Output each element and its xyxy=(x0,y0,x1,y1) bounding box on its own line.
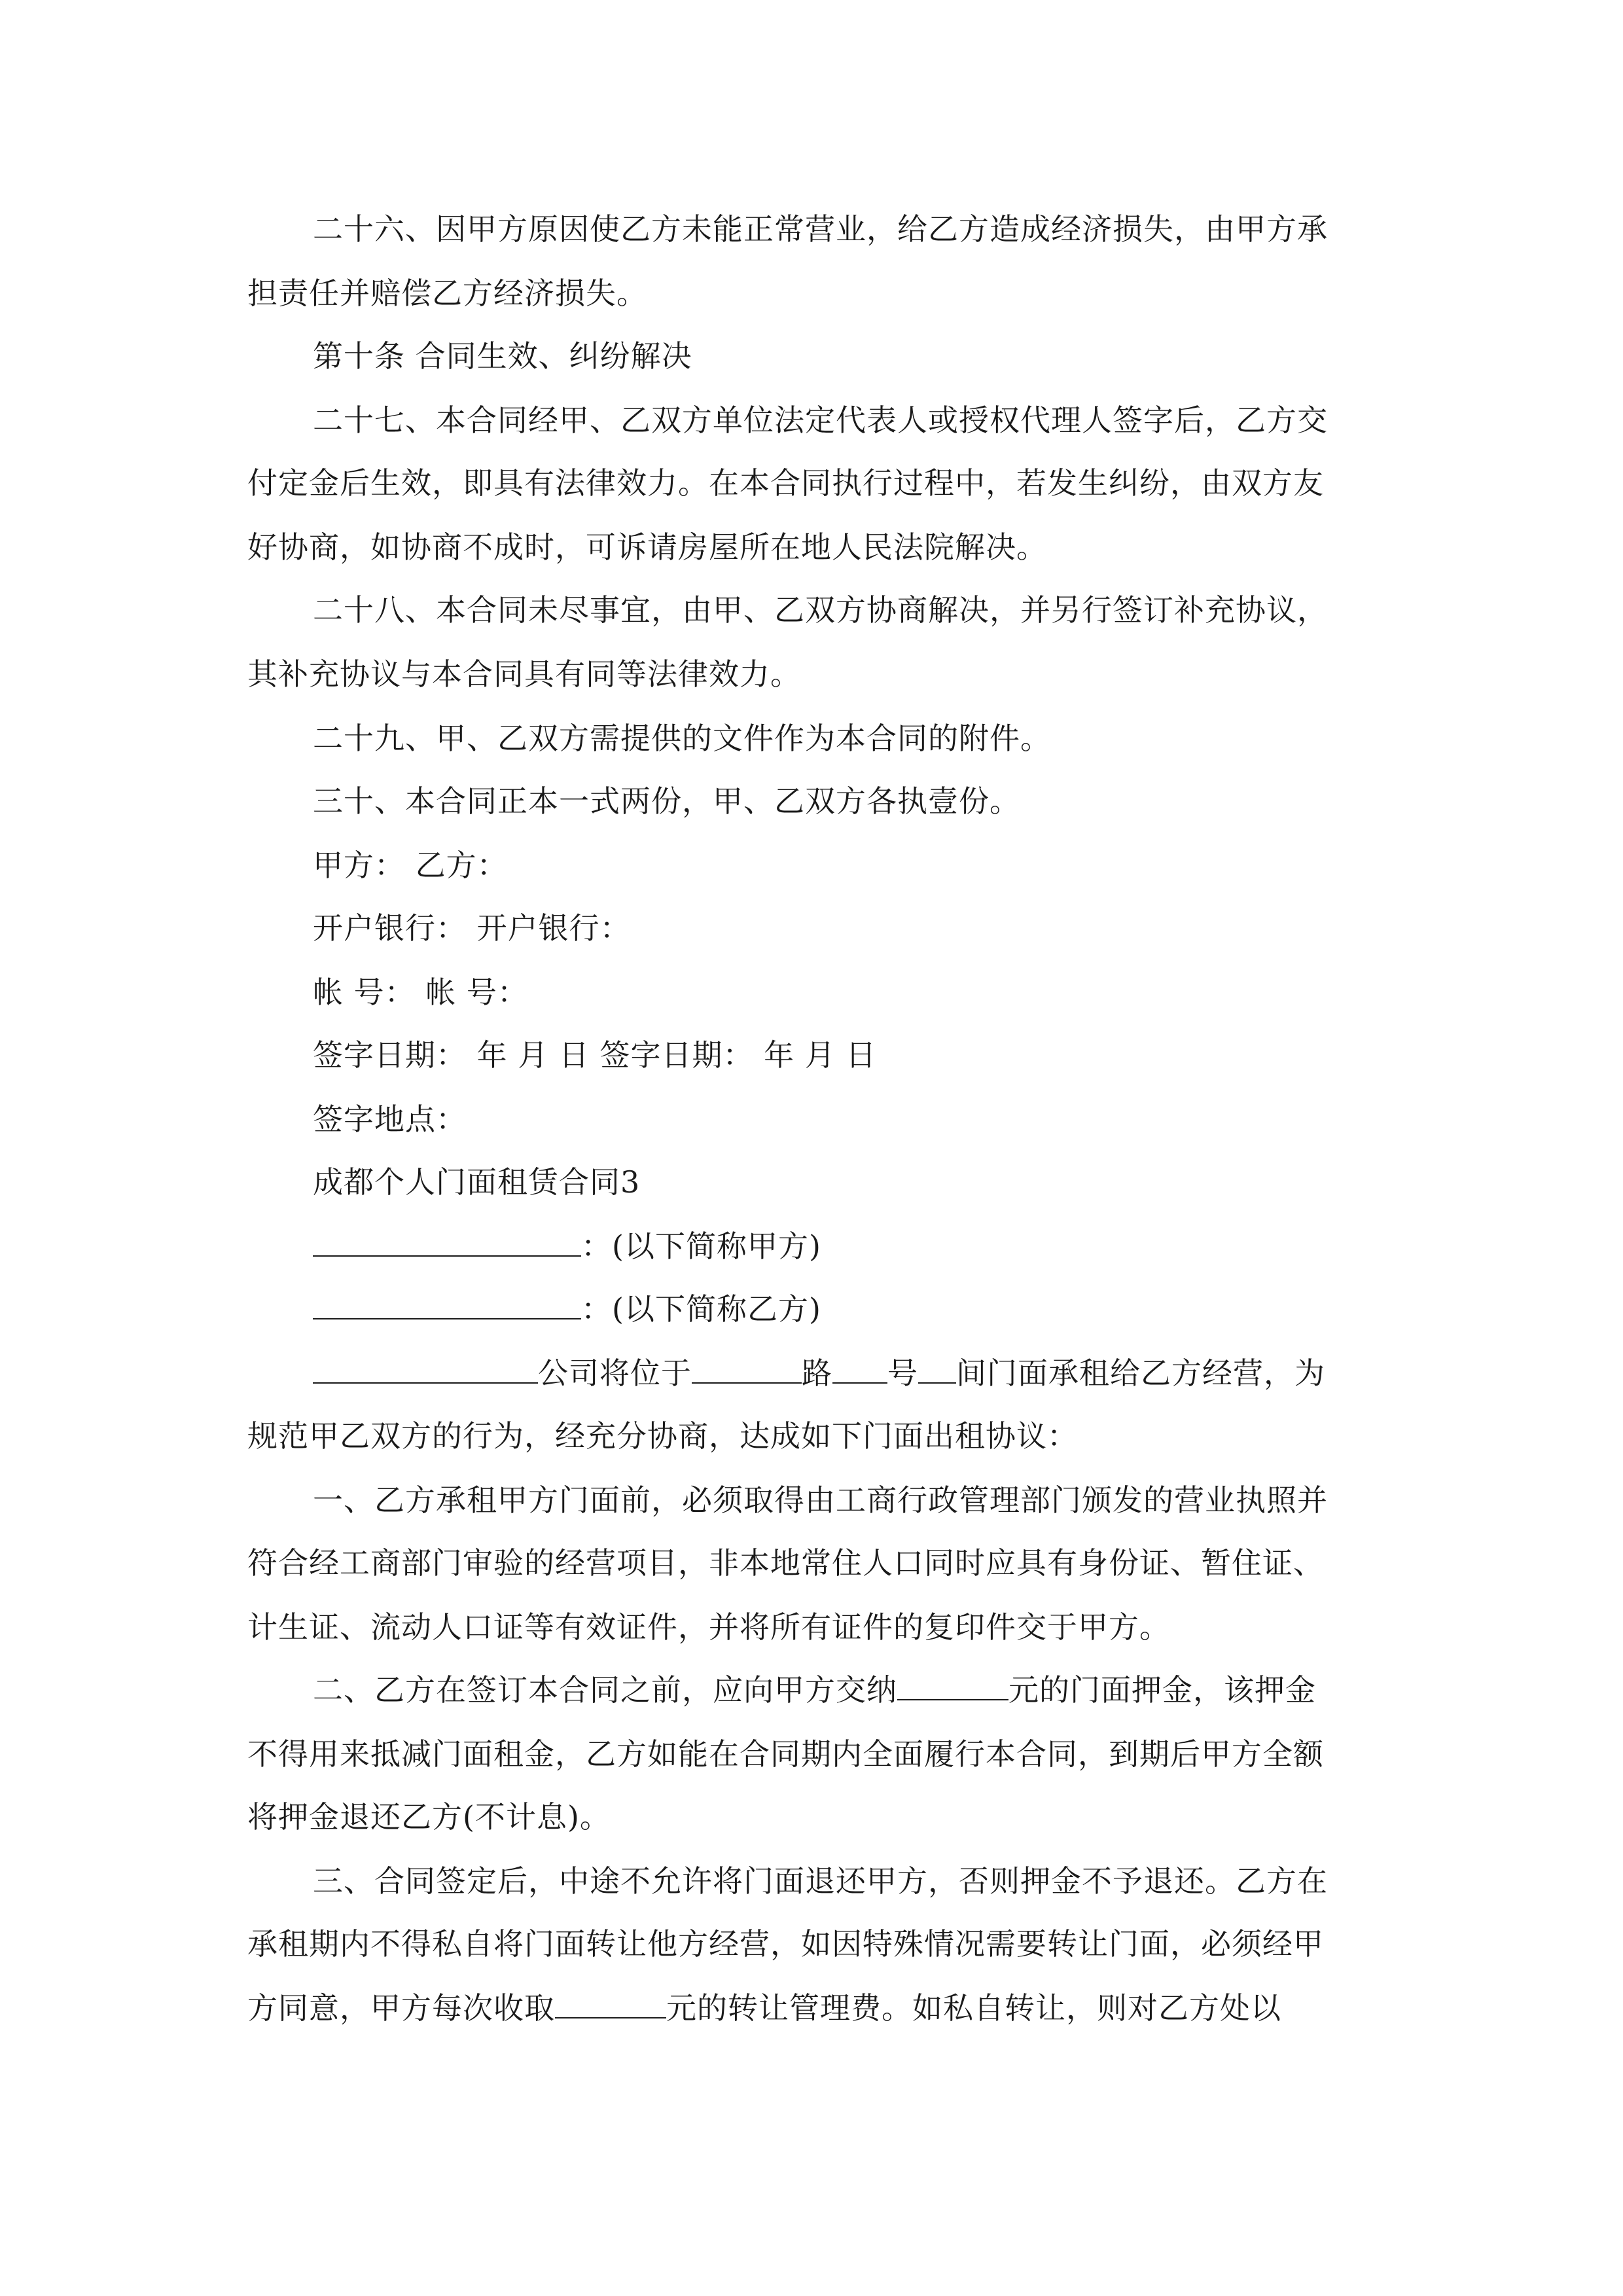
company-blank xyxy=(313,1354,538,1384)
contract-3-title: 成都个人门面租赁合同3 xyxy=(313,1164,641,1200)
clause-2-line-3: 将押金退还乙方(不计息)。 xyxy=(247,1799,611,1835)
party-a-label: ：(以下简称甲方) xyxy=(581,1229,821,1264)
paragraph-26-line-2: 担责任并赔偿乙方经济损失。 xyxy=(247,276,647,311)
transfer-fee-blank xyxy=(555,1988,666,2018)
clause-1-line-2: 符合经工商部门审验的经营项目，非本地常住人口同时应具有身份证、暂住证、 xyxy=(247,1545,1324,1581)
clause-2-text-2: 元的门面押金，该押金 xyxy=(1008,1672,1316,1708)
paragraph-27-line-3: 好协商，如协商不成时，可诉请房屋所在地人民法院解决。 xyxy=(247,529,1047,565)
number-blank xyxy=(832,1354,887,1384)
paragraph-29: 二十九、甲、乙双方需提供的文件作为本合同的附件。 xyxy=(313,721,1051,756)
signature-place-line: 签字地点： xyxy=(313,1102,467,1137)
clause-1-line-1: 一、乙方承租甲方门面前，必须取得由工商行政管理部门颁发的营业执照并 xyxy=(313,1482,1328,1518)
party-b-label: ：(以下简称乙方) xyxy=(581,1291,821,1327)
clause-3-line-1: 三、合同签定后，中途不允许将门面退还甲方，否则押金不予退还。乙方在 xyxy=(313,1863,1328,1899)
premises-text-2: 路 xyxy=(802,1355,832,1391)
paragraph-27-line-2: 付定金后生效，即具有法律效力。在本合同执行过程中，若发生纠纷，由双方友 xyxy=(247,465,1324,501)
clause-3-line-2: 承租期内不得私自将门面转让他方经营，如因特殊情况需要转让门面，必须经甲 xyxy=(247,1926,1324,1962)
paragraph-26-line-1: 二十六、因甲方原因使乙方未能正常营业，给乙方造成经济损失，由甲方承 xyxy=(313,211,1328,247)
party-a-line xyxy=(313,1227,821,1266)
signature-party-line: 甲方： 乙方： xyxy=(313,848,508,883)
section-10-heading: 第十条 合同生效、纠纷解决 xyxy=(313,338,692,374)
clause-3-line-3 xyxy=(247,1988,1281,2028)
paragraph-28-line-2: 其补充协议与本合同具有同等法律效力。 xyxy=(247,656,801,692)
clause-1-line-3: 计生证、流动人口证等有效证件，并将所有证件的复印件交于甲方。 xyxy=(247,1609,1170,1645)
signature-bank-line: 开户银行： 开户银行： xyxy=(313,910,631,946)
deposit-amount-blank xyxy=(897,1670,1008,1700)
signature-account-line: 帐 号： 帐 号： xyxy=(313,975,528,1010)
clause-2-line-1 xyxy=(313,1670,1316,1710)
paragraph-28-line-1: 二十八、本合同未尽事宜，由甲、乙双方协商解决，并另行签订补充协议， xyxy=(313,592,1328,628)
clause-3-text-2: 元的转让管理费。如私自转让，则对乙方处以 xyxy=(666,1990,1281,2026)
clause-2-text-1: 二、乙方在签订本合同之前，应向甲方交纳 xyxy=(313,1672,897,1708)
clause-2-line-2: 不得用来抵减门面租金，乙方如能在合同期内全面履行本合同，到期后甲方全额 xyxy=(247,1736,1324,1772)
room-blank xyxy=(918,1354,956,1384)
paragraph-30: 三十、本合同正本一式两份，甲、乙双方各执壹份。 xyxy=(313,783,1020,819)
road-blank xyxy=(692,1354,802,1384)
clause-3-text-1: 方同意，甲方每次收取 xyxy=(247,1990,555,2026)
premises-line-2: 规范甲乙双方的行为，经充分协商，达成如下门面出租协议： xyxy=(247,1418,1078,1454)
paragraph-27-line-1: 二十七、本合同经甲、乙双方单位法定代表人或授权代理人签字后，乙方交 xyxy=(313,403,1328,438)
signature-date-line: 签字日期： 年 月 日 签字日期： 年 月 日 xyxy=(313,1037,877,1073)
party-b-blank xyxy=(313,1289,581,1319)
party-b-line xyxy=(313,1289,821,1329)
premises-text-1: 公司将位于 xyxy=(538,1355,692,1391)
premises-text-4: 间门面承租给乙方经营，为 xyxy=(956,1355,1325,1391)
premises-text-3: 号 xyxy=(887,1355,918,1391)
premises-line-1 xyxy=(313,1354,1325,1393)
party-a-blank xyxy=(313,1227,581,1257)
